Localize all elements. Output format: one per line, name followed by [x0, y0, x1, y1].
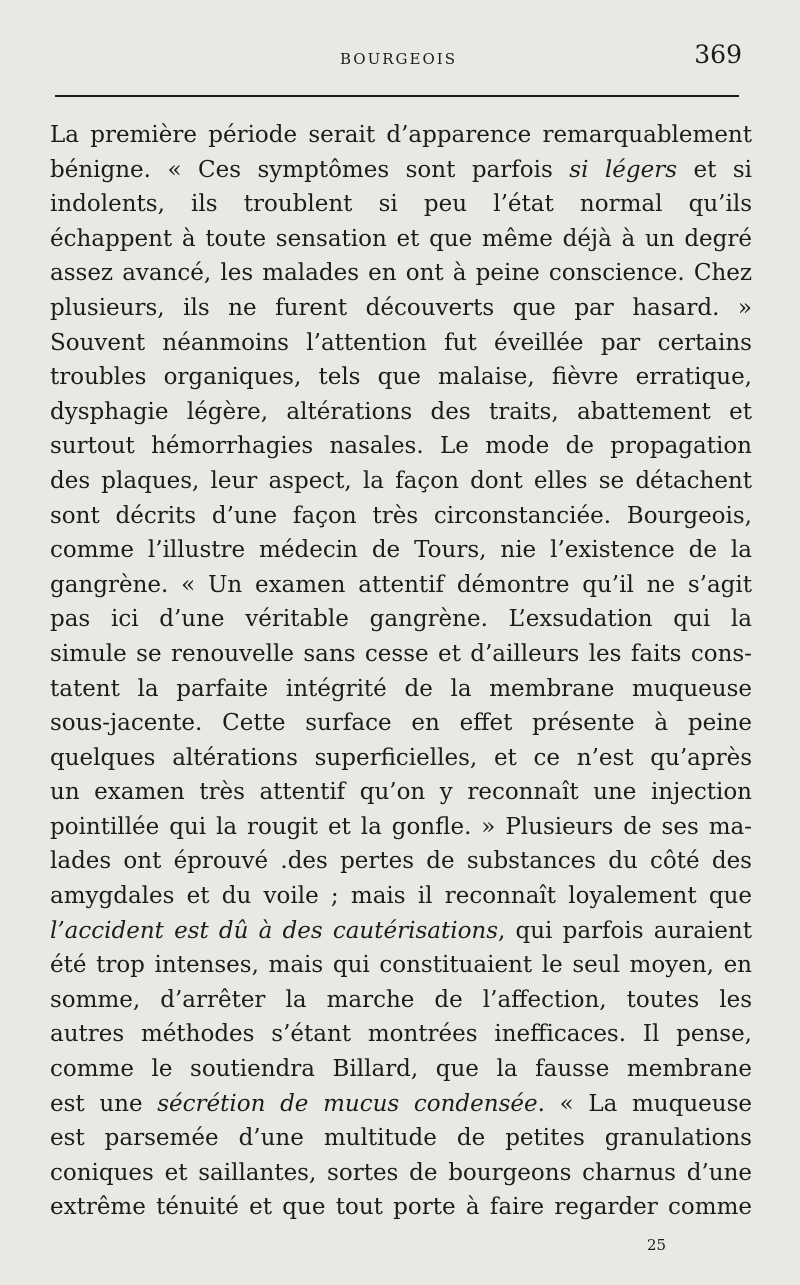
italic-text: sécrétion de mucus condensée: [157, 1090, 538, 1117]
text-line: [50, 810, 752, 845]
text-segment: sous-jacente. Cette surface en effet présente à peine: [50, 710, 752, 737]
text-line: [50, 256, 752, 291]
text-segment: et si: [677, 156, 752, 183]
text-segment: , qui parfois auraient: [498, 917, 752, 944]
text-segment: des plaques, leur aspect, la façon dont elles se détachent: [50, 467, 752, 494]
text-segment: comme le soutiendra Billard, que la fausse membrane: [50, 1056, 752, 1083]
italic-text: l’accident est dû à des cautérisations: [50, 917, 499, 944]
text-line: [50, 983, 752, 1018]
text-line: [50, 672, 752, 707]
text-line: [50, 1017, 752, 1052]
text-line: [50, 914, 752, 949]
text-line: [50, 499, 752, 534]
text-line: [50, 637, 752, 672]
text-line: [50, 187, 752, 222]
running-title: BOURGEOIS: [340, 50, 457, 68]
text-line: [50, 741, 752, 776]
text-line: [50, 1156, 752, 1191]
text-segment: gangrène. « Un examen attentif démontre qu’il ne s’agit: [50, 571, 752, 598]
text-segment: La première période serait d’apparence remarquablement: [50, 122, 752, 148]
text-line: [50, 1190, 752, 1225]
text-line: [50, 1087, 752, 1122]
text-line: [50, 222, 752, 257]
text-line: [50, 948, 752, 983]
text-segment: assez avancé, les malades en ont à peine conscience. Chez: [50, 260, 752, 287]
text-segment: coniques et saillantes, sortes de bourgeons charnus d’une: [50, 1159, 752, 1186]
text-segment: somme, d’arrêter la marche de l’affection, toutes les: [50, 986, 752, 1013]
text-line: [50, 879, 752, 914]
text-line: [50, 464, 752, 499]
text-line: [50, 395, 752, 430]
text-segment: surtout hémorrhagies nasales. Le mode de propagation: [50, 433, 752, 460]
text-segment: troubles organiques, tels que malaise, fièvre erratique,: [50, 364, 752, 391]
text-segment: . « La muqueuse: [537, 1090, 752, 1117]
text-segment: est une: [50, 1090, 158, 1117]
text-line: [50, 1052, 752, 1087]
text-segment: simule se renouvelle sans cesse et d’ailleurs les faits cons-: [50, 640, 752, 667]
text-segment: autres méthodes s’étant montrées inefficaces. Il pense,: [50, 1021, 752, 1048]
text-segment: est parsemée d’une multitude de petites granulations: [50, 1125, 752, 1152]
text-segment: un examen très attentif qu’on y reconnaît une injection: [50, 779, 752, 806]
text-line: [50, 360, 752, 395]
text-line: [50, 326, 752, 361]
text-segment: sont décrits d’une façon très circonstanciée. Bourgeois,: [50, 502, 752, 529]
text-segment: amygdales et du voile ; mais il reconnaît loyalement que: [50, 883, 752, 910]
text-segment: indolents, ils troublent si peu l’état normal qu’ils: [50, 191, 752, 218]
text-line: [50, 844, 752, 879]
text-line: [50, 153, 752, 188]
text-line: [50, 429, 752, 464]
text-segment: lades ont éprouvé .des pertes de substances du côté des: [50, 848, 752, 875]
body-text: [50, 118, 752, 1225]
page-number: 369: [694, 40, 742, 69]
text-segment: Souvent néanmoins l’attention fut éveillée par certains: [50, 329, 752, 356]
text-segment: plusieurs, ils ne furent découverts que par hasard. »: [50, 294, 752, 321]
text-segment: pas ici d’une véritable gangrène. L’exsudation qui la: [50, 606, 752, 633]
text-segment: pointillée qui la rougit et la gonfle. » Plusieurs de ses ma-: [50, 813, 752, 840]
signature-mark: 25: [647, 1236, 667, 1254]
text-line: [50, 602, 752, 637]
header-rule: [55, 95, 739, 97]
text-line: [50, 568, 752, 603]
text-segment: été trop intenses, mais qui constituaient le seul moyen, en: [50, 952, 752, 979]
text-line: [50, 533, 752, 568]
text-segment: échappent à toute sensation et que même déjà à un degré: [50, 225, 752, 252]
text-line: [50, 706, 752, 741]
text-segment: extrême ténuité et que tout porte à faire regarder comme: [50, 1194, 752, 1221]
text-segment: comme l’illustre médecin de Tours, nie l’existence de la: [50, 537, 752, 564]
text-line: [50, 1121, 752, 1156]
text-segment: quelques altérations superficielles, et ce n’est qu’après: [50, 744, 752, 771]
text-line: [50, 291, 752, 326]
text-segment: tatent la parfaite intégrité de la membrane muqueuse: [50, 675, 752, 702]
italic-text: si légers: [569, 156, 678, 183]
text-segment: bénigne. « Ces symptômes sont parfois: [50, 156, 570, 183]
text-segment: dysphagie légère, altérations des traits, abattement et: [50, 398, 752, 425]
text-line: [50, 775, 752, 810]
text-line: [50, 118, 752, 153]
